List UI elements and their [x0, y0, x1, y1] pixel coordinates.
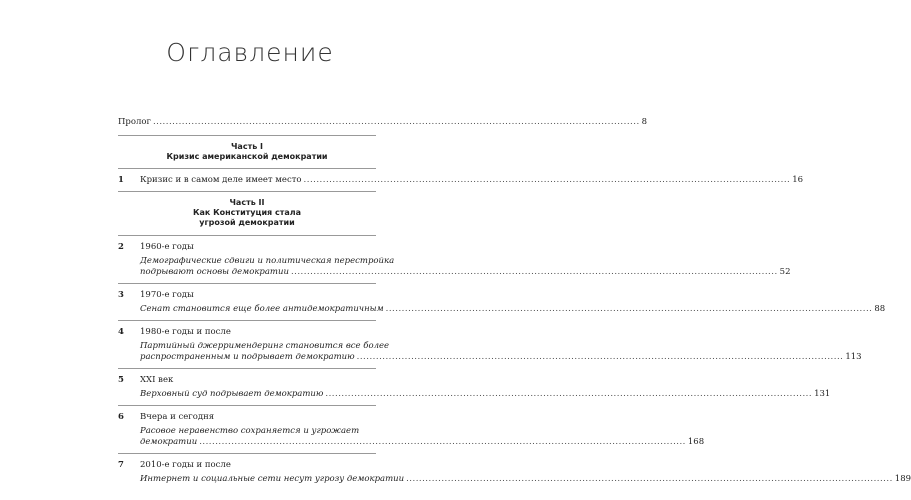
part-heading-line: Часть II	[229, 198, 265, 207]
page-title: Оглавление	[166, 38, 334, 67]
dot-leader	[153, 117, 640, 128]
page-number: 189	[894, 474, 911, 484]
chapter-subtitle: распространенным и подрывает демократию	[140, 352, 355, 362]
chapter-subtitle: Демографические сдвиги и политическая перестройка	[140, 256, 395, 266]
dot-leader	[304, 175, 791, 186]
chapter-number: 4	[118, 327, 124, 337]
page-number: 113	[845, 352, 862, 362]
dot-leader	[325, 389, 812, 400]
divider	[118, 135, 376, 136]
part-heading-line: угрозой демократии	[199, 218, 295, 227]
divider	[118, 405, 376, 406]
chapter-subtitle: Верховный суд подрывает демократию	[140, 389, 324, 399]
page-number: 168	[687, 437, 705, 447]
divider	[118, 368, 376, 369]
part-heading-line: Часть I	[230, 142, 264, 151]
divider	[118, 235, 376, 236]
chapter-subtitle: Расовое неравенство сохраняется и угрожает	[140, 426, 360, 436]
divider	[118, 453, 376, 454]
toc-chapter-1[interactable]	[118, 175, 804, 186]
page-number: 88	[874, 304, 886, 314]
part-heading-2	[118, 198, 376, 228]
toc-chapter-4[interactable]	[118, 327, 862, 363]
chapter-number: 6	[118, 412, 124, 422]
chapter-number: 1	[118, 175, 124, 185]
toc-chapter-5[interactable]	[118, 375, 831, 400]
chapter-subtitle: Интернет и социальные сети несут угрозу демократии	[140, 474, 405, 484]
chapter-subtitle: подрывают основы демократии	[140, 267, 289, 277]
dot-leader	[386, 304, 873, 315]
toc-entry-prologue[interactable]	[118, 117, 648, 128]
dot-leader	[406, 474, 893, 485]
part-heading-line: Как Конституция стала	[192, 208, 302, 217]
chapter-number: 2	[118, 242, 124, 252]
page-number: 52	[779, 267, 791, 277]
divider	[118, 191, 376, 192]
chapter-subtitle: демократии	[140, 437, 198, 447]
chapter-title: 2010-е годы и после	[140, 460, 231, 470]
dot-leader	[199, 437, 686, 448]
chapter-title: 1970-е годы	[140, 290, 194, 300]
page-number: 131	[814, 389, 831, 399]
toc-chapter-6[interactable]	[118, 412, 705, 448]
chapter-title: XXI век	[140, 375, 174, 385]
toc-chapter-7[interactable]	[118, 460, 911, 485]
entry-label: Пролог	[118, 117, 151, 127]
chapter-subtitle: Сенат становится еще более антидемократичным	[140, 304, 384, 314]
part-heading-1	[118, 142, 376, 162]
part-heading-line: Кризис американской демократии	[166, 152, 328, 161]
chapter-number: 3	[118, 290, 124, 300]
dot-leader	[357, 352, 844, 363]
page-number: 16	[792, 175, 804, 185]
chapter-title: 1980-е годы и после	[140, 327, 231, 337]
chapter-title: Вчера и сегодня	[140, 412, 215, 422]
divider	[118, 168, 376, 169]
page-number: 8	[641, 117, 648, 127]
divider	[118, 283, 376, 284]
chapter-number: 5	[118, 375, 124, 385]
toc-chapter-2[interactable]	[118, 242, 791, 278]
table-of-contents	[118, 117, 911, 485]
chapter-title: Кризис и в самом деле имеет место	[140, 175, 302, 185]
chapter-subtitle: Партийный джерримендеринг становится все более	[140, 341, 390, 351]
toc-chapter-3[interactable]	[118, 290, 886, 315]
chapter-title: 1960-е годы	[140, 242, 194, 252]
divider	[118, 320, 376, 321]
dot-leader	[291, 267, 778, 278]
chapter-number: 7	[118, 460, 124, 470]
